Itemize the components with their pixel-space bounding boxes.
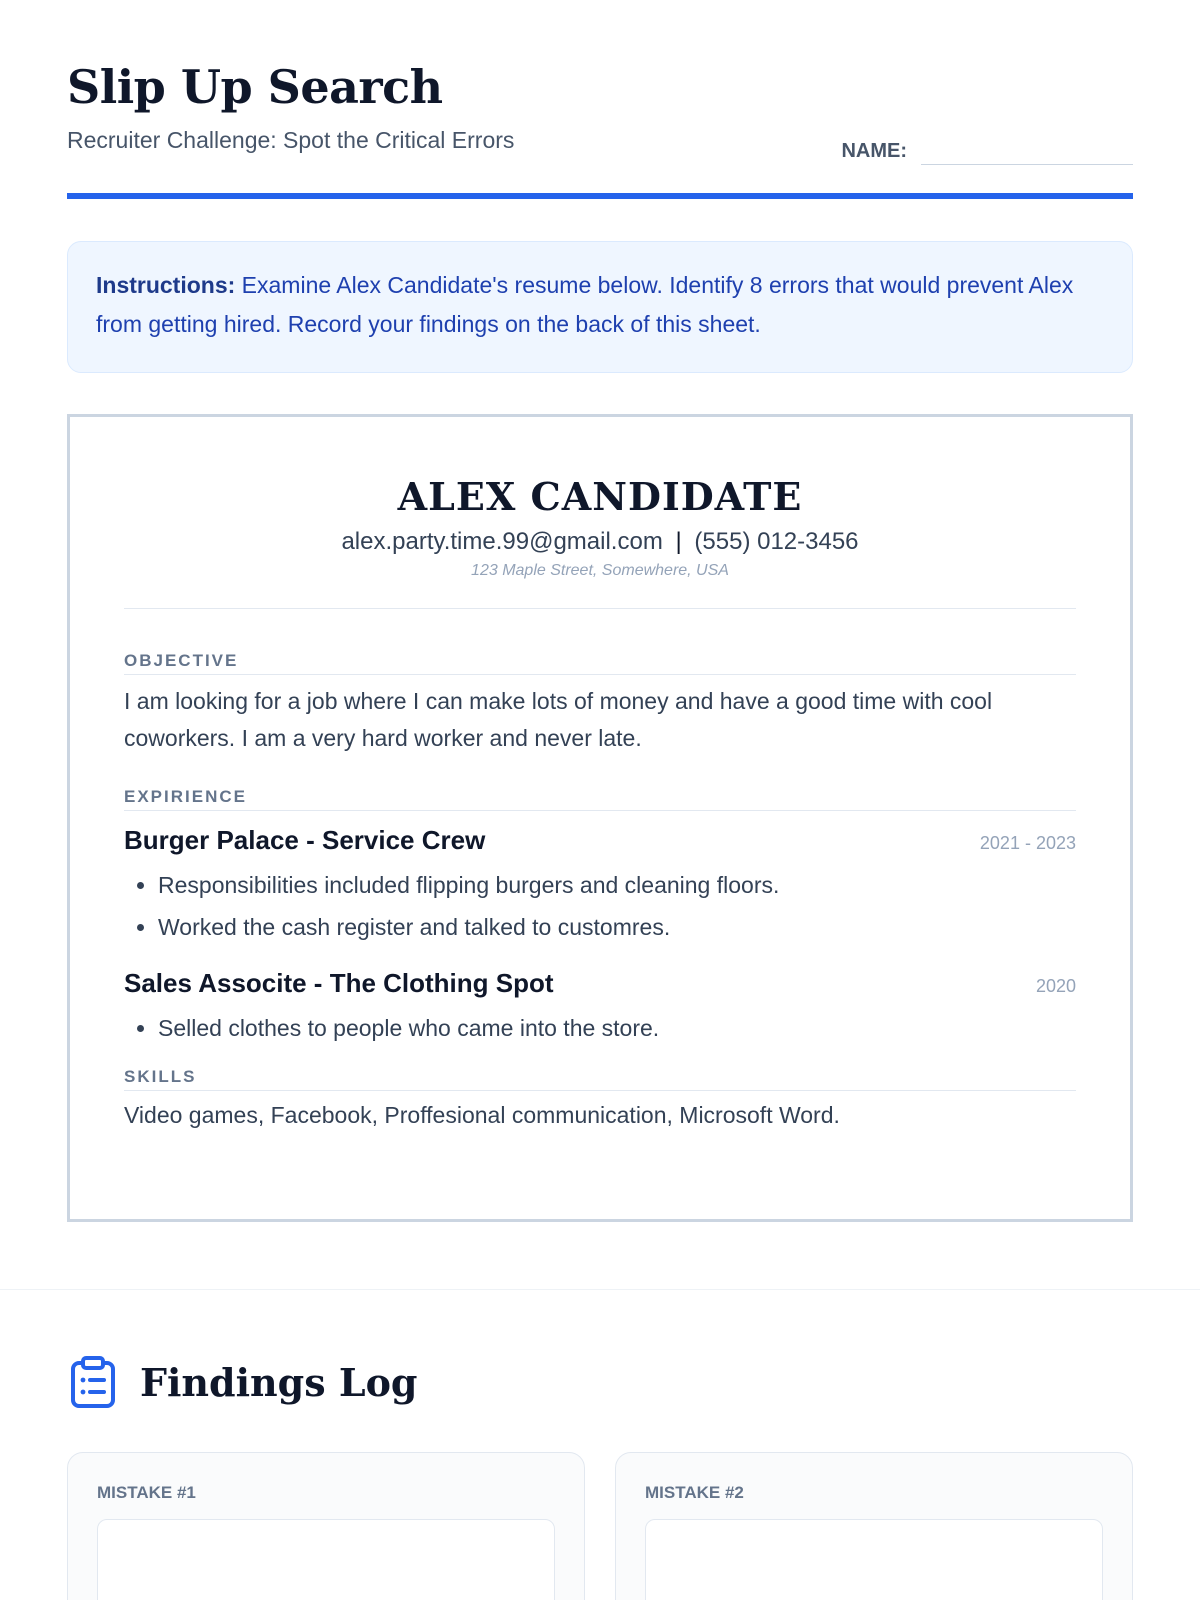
skills-text: Video games, Facebook, Proffesional communication, Microsoft Word. (124, 1101, 840, 1128)
candidate-name: ALEX CANDIDATE (397, 474, 803, 519)
instructions-box (67, 241, 1133, 373)
experience-heading: EXPIRIENCE (124, 787, 1076, 811)
job-header (124, 968, 1076, 999)
name-input-line[interactable] (921, 140, 1133, 165)
header-accent-rule (67, 193, 1133, 199)
candidate-address: 123 Maple Street, Somewhere, USA (471, 561, 729, 579)
page-divider (0, 1289, 1200, 1290)
job-dates: 2021 - 2023 (979, 832, 1076, 853)
resume-divider (124, 608, 1076, 609)
worksheet-header (67, 60, 1133, 162)
findings-title: Findings Log (140, 1359, 418, 1405)
mistake-card (615, 1452, 1133, 1600)
findings-header (70, 1356, 418, 1408)
job-bullet: • Worked the cash register and talked to customres. (158, 906, 1076, 948)
mistake-input-box[interactable] (645, 1519, 1103, 1600)
instructions-text: Examine Alex Candidate's resume below. Identify 8 errors that would prevent Alex from getting hired. Record your findings on the back of this sheet. (96, 272, 1074, 337)
job-bullet-list (124, 864, 1076, 948)
name-field (841, 140, 1133, 165)
name-label: NAME: (841, 140, 907, 162)
resume-document (67, 414, 1133, 1222)
objective-heading: OBJECTIVE (124, 651, 1076, 675)
resume-content (124, 417, 1076, 1134)
instructions-label: Instructions: (96, 272, 236, 298)
mistake-input-box[interactable] (97, 1519, 555, 1600)
job-header (124, 825, 1076, 856)
page-title: Slip Up Search (67, 60, 443, 114)
candidate-email: alex.party.time.99@gmail.com (341, 527, 663, 555)
job-title: Burger Palace - Service Crew (124, 824, 486, 855)
job-bullet-list (124, 1007, 1076, 1049)
objective-text: I am looking for a job where I can make lots of money and have a good time with cool coworkers. I am a very hard worker and never late. (124, 687, 993, 751)
job-dates: 2020 (1035, 975, 1076, 996)
page-subtitle: Recruiter Challenge: Spot the Critical Errors (67, 126, 515, 153)
mistake-card (67, 1452, 585, 1600)
job-bullet: • Selled clothes to people who came into the store. (158, 1007, 1076, 1049)
mistake-label: MISTAKE #2 (645, 1483, 744, 1502)
job-bullet: • Responsibilities included flipping burgers and cleaning floors. (158, 864, 1076, 906)
contact-separator: | (675, 527, 682, 555)
candidate-phone: (555) 012-3456 (694, 527, 859, 555)
clipboard-list-icon (70, 1356, 116, 1408)
contact-line (124, 528, 1076, 556)
job-title: Sales Associte - The Clothing Spot (124, 967, 554, 998)
skills-heading: SKILLS (124, 1067, 1076, 1091)
mistake-label: MISTAKE #1 (97, 1483, 196, 1502)
